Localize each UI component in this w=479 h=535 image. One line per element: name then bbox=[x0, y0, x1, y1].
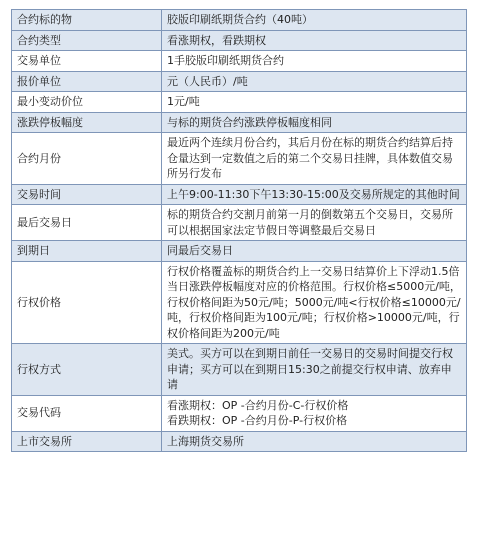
table-row bbox=[12, 112, 467, 133]
table-row bbox=[12, 71, 467, 92]
row-label: 最小变动价位 bbox=[12, 92, 162, 113]
table-row bbox=[12, 431, 467, 452]
row-label: 交易单位 bbox=[12, 51, 162, 72]
row-value bbox=[162, 395, 467, 431]
table-row bbox=[12, 261, 467, 344]
contract-spec-table-container bbox=[11, 9, 467, 452]
row-value: 1元/吨 bbox=[162, 92, 467, 113]
row-label: 涨跌停板幅度 bbox=[12, 112, 162, 133]
row-value: 与标的期货合约涨跌停板幅度相同 bbox=[162, 112, 467, 133]
table-row bbox=[12, 92, 467, 113]
row-value: 标的期货合约交割月前第一月的倒数第五个交易日，交易所可以根据国家法定节假日等调整最后交易日 bbox=[162, 205, 467, 241]
row-value: 上午9:00-11:30下午13:30-15:00及交易所规定的其他时间 bbox=[162, 184, 467, 205]
row-label: 上市交易所 bbox=[12, 431, 162, 452]
table-row bbox=[12, 133, 467, 185]
table-row bbox=[12, 184, 467, 205]
row-value: 1手胶版印刷纸期货合约 bbox=[162, 51, 467, 72]
table-row bbox=[12, 205, 467, 241]
table-row bbox=[12, 395, 467, 431]
put-code-line: 看跌期权：OP -合约月份-P-行权价格 bbox=[167, 414, 348, 427]
row-label: 行权价格 bbox=[12, 261, 162, 344]
row-value: 同最后交易日 bbox=[162, 241, 467, 262]
call-code-line: 看涨期权：OP -合约月份-C-行权价格 bbox=[167, 398, 349, 412]
row-label: 合约类型 bbox=[12, 30, 162, 51]
table-row bbox=[12, 344, 467, 396]
table-row bbox=[12, 241, 467, 262]
row-label: 交易时间 bbox=[12, 184, 162, 205]
table-row bbox=[12, 51, 467, 72]
row-label: 交易代码 bbox=[12, 395, 162, 431]
row-label: 行权方式 bbox=[12, 344, 162, 396]
row-label: 到期日 bbox=[12, 241, 162, 262]
row-value: 上海期货交易所 bbox=[162, 431, 467, 452]
row-value: 最近两个连续月份合约，其后月份在标的期货合约结算后持仓量达到一定数值之后的第二个交易日挂牌，具体数值交易所另行发布 bbox=[162, 133, 467, 185]
contract-spec-table bbox=[11, 9, 467, 452]
row-value: 美式。买方可以在到期日前任一交易日的交易时间提交行权申请；买方可以在到期日15:30之前提交行权申请、放弃申请 bbox=[162, 344, 467, 396]
row-value: 看涨期权，看跌期权 bbox=[162, 30, 467, 51]
table-row bbox=[12, 30, 467, 51]
row-value: 元（人民币）/吨 bbox=[162, 71, 467, 92]
row-value: 行权价格覆盖标的期货合约上一交易日结算价上下浮动1.5倍当日涨跌停板幅度对应的价格范围。行权价格≤5000元/吨，行权价格间距为50元/吨；5000元/吨<行权价格≤10000元/吨，行权价格间距为100元/吨；行权价格>10000元/吨，行权价格间距为200元/吨 bbox=[162, 261, 467, 344]
row-label: 合约月份 bbox=[12, 133, 162, 185]
row-label: 报价单位 bbox=[12, 71, 162, 92]
row-label: 合约标的物 bbox=[12, 10, 162, 31]
row-label: 最后交易日 bbox=[12, 205, 162, 241]
row-value: 胶版印刷纸期货合约（40吨） bbox=[162, 10, 467, 31]
table-row bbox=[12, 10, 467, 31]
